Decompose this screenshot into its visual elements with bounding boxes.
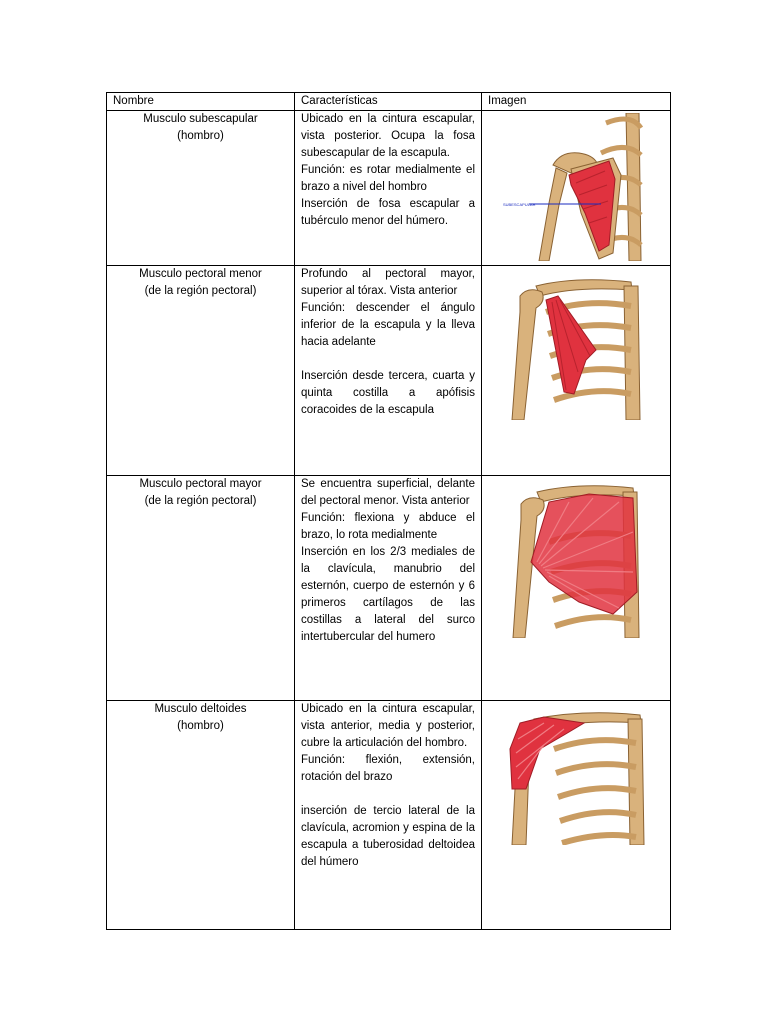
pectoralis-major-illustration (509, 482, 643, 638)
muscles-table (106, 92, 671, 930)
description-function: Función: flexión, extensión, rotación del brazo (301, 754, 475, 783)
description-location: Ubicado en la cintura escapular, vista anterior, media y posterior, cubre la articulación del hombro. (301, 703, 475, 749)
table-row (107, 701, 671, 930)
deltoid-illustration (504, 709, 648, 845)
muscle-description (295, 476, 482, 701)
muscle-name: Musculo pectoral mayor (de la región pectoral) (107, 476, 295, 701)
muscle-image-cell (482, 476, 671, 701)
description-location: Profundo al pectoral mayor, superior al tórax. Vista anterior (301, 268, 475, 297)
header-imagen: Imagen (482, 93, 671, 111)
header-caracteristicas: Características (295, 93, 482, 111)
muscle-description (295, 266, 482, 476)
muscle-image-cell (482, 111, 671, 266)
description-insertion: Inserción de fosa escapular a tubérculo menor del húmero. (301, 198, 475, 227)
header-nombre: Nombre (107, 93, 295, 111)
muscle-name: Musculo pectoral menor (de la región pectoral) (107, 266, 295, 476)
muscle-image-cell (482, 701, 671, 930)
description-function: Función: descender el ángulo inferior de la escapula y la lleva hacia adelante (301, 302, 475, 348)
subscapularis-illustration (501, 113, 651, 261)
muscle-image-cell (482, 266, 671, 476)
table-row (107, 266, 671, 476)
description-function: Función: flexiona y abduce el brazo, lo rota medialmente (301, 512, 475, 541)
header-row (107, 93, 671, 111)
muscle-description (295, 111, 482, 266)
pectoralis-minor-illustration (506, 272, 646, 420)
muscle-description (295, 701, 482, 930)
muscle-name: Musculo subescapular (hombro) (107, 111, 295, 266)
description-insertion: Inserción en los 2/3 mediales de la clavícula, manubrio del esternón, cuerpo de esternón y 6 primeros cartílagos de las costillas a lateral del surco intertubercular del humero (301, 546, 475, 643)
table-row (107, 111, 671, 266)
description-location: Se encuentra superficial, delante del pectoral menor. Vista anterior (301, 478, 475, 507)
description-insertion: Inserción desde tercera, cuarta y quinta costilla a apófisis coracoides de la escapula (301, 370, 475, 416)
subscapular-label: SUBESCAPULAR (503, 202, 536, 207)
table-row (107, 476, 671, 701)
description-location: Ubicado en la cintura escapular, vista posterior. Ocupa la fosa subescapular de la escapula. (301, 113, 475, 159)
description-function: Función: es rotar medialmente el brazo a nivel del hombro (301, 164, 475, 193)
description-insertion: inserción de tercio lateral de la clavícula, acromion y espina de la escapula a tuberosidad deltoidea del húmero (301, 805, 475, 868)
muscle-name: Musculo deltoides (hombro) (107, 701, 295, 930)
